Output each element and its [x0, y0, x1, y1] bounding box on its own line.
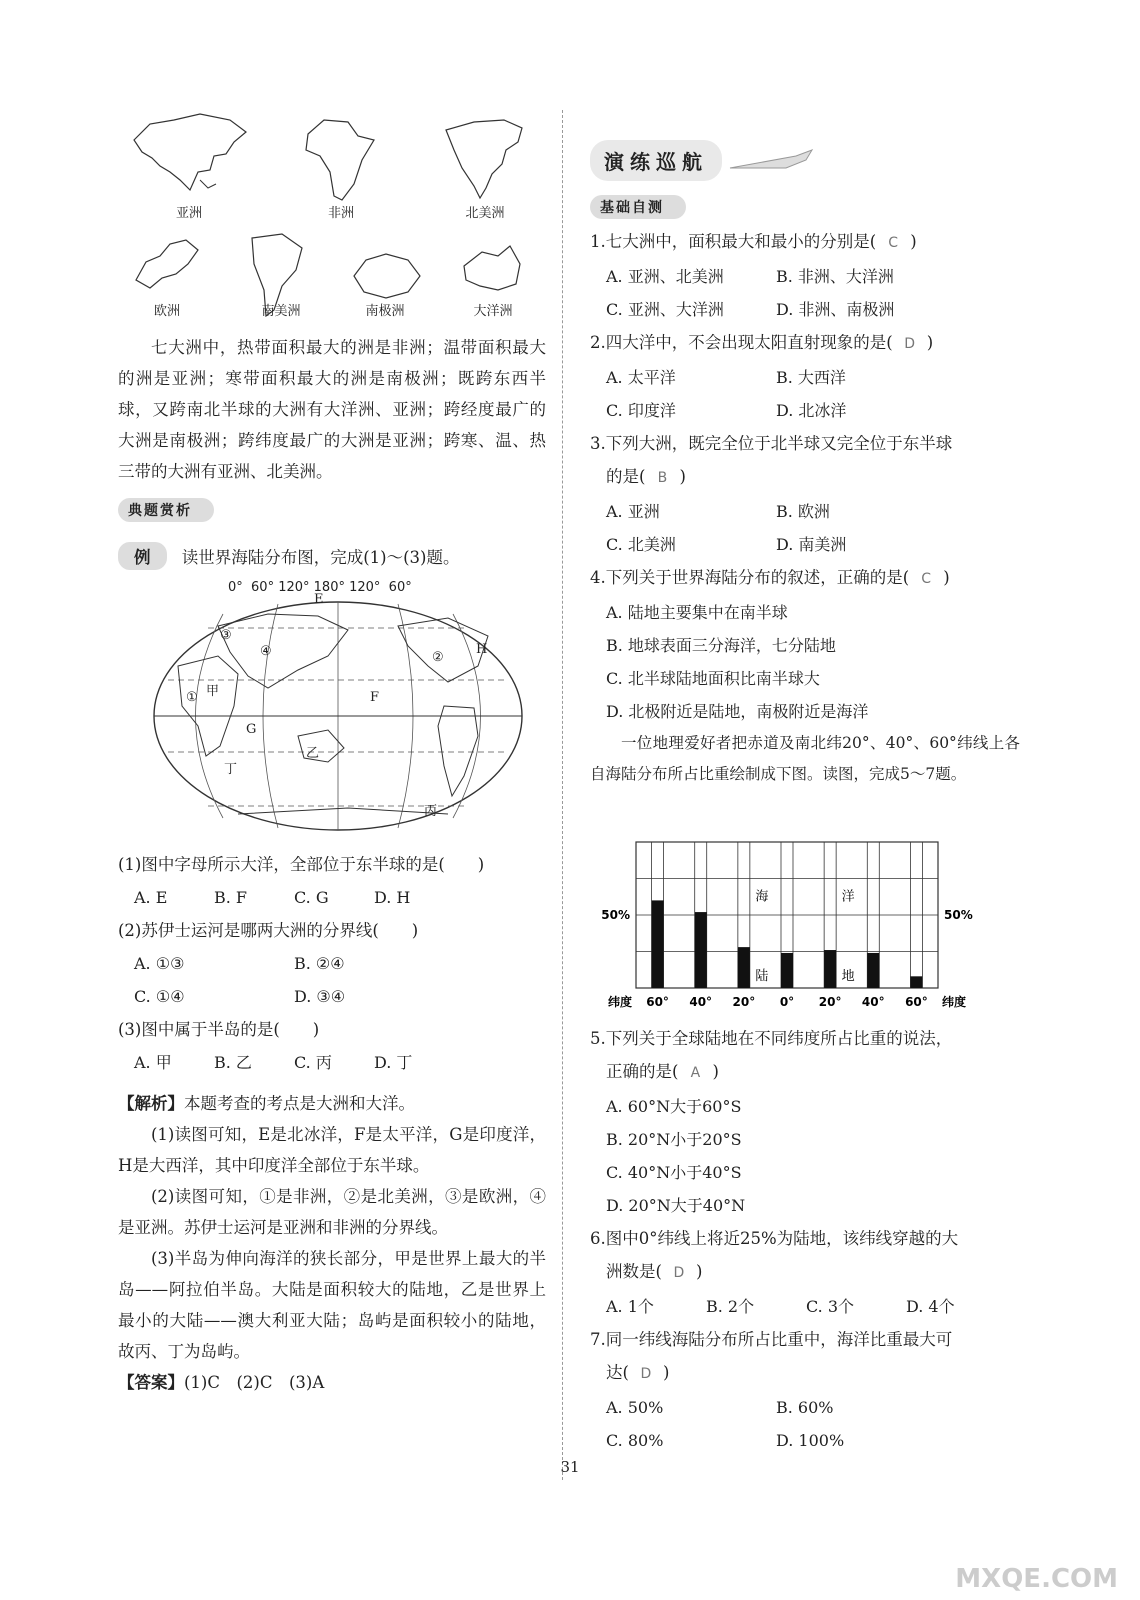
option: A. 陆地主要集中在南半球: [606, 603, 788, 622]
example-q1-options: [118, 881, 546, 914]
option: C. 80%: [606, 1431, 664, 1450]
lead-paragraph: 一位地理爱好者把赤道及南北纬20°、40°、60°纬线上各自海陆分布所占比重绘制成下图。读图，完成5～7题。: [590, 734, 1020, 783]
land-bar: [781, 953, 793, 988]
question-number: 2.: [590, 333, 606, 352]
question-number: 7.: [590, 1330, 606, 1349]
answer-mark: D: [904, 336, 916, 352]
option: D. 丁: [374, 1053, 413, 1072]
question-4: [590, 561, 1020, 596]
tick-label: 20°: [818, 995, 842, 1009]
airplane-icon: [726, 146, 816, 176]
q7-options-row1: [590, 1391, 1020, 1424]
analysis-p1: (1)读图可知，E是北冰洋，F是太平洋，G是印度洋，H是大西洋，其中印度洋全部位于东半球。: [118, 1125, 546, 1175]
land-bar: [652, 900, 664, 988]
bracket-close: ): [926, 333, 934, 352]
q3-options-row2: [590, 528, 1020, 561]
question-3-cont: [590, 460, 1020, 495]
continent-label-antarctica: 南极洲: [365, 304, 405, 319]
question-stem: 的是(: [606, 467, 646, 486]
land-sea-chart-svg: [598, 838, 998, 1022]
answer-label: 【答案】: [118, 1373, 184, 1392]
answer-mark: D: [673, 1265, 685, 1281]
bracket-close: ): [679, 467, 686, 486]
option: B. 地球表面三分海洋，七分陆地: [606, 636, 836, 655]
option: B. 大西洋: [776, 368, 846, 387]
question-number: 3.: [590, 434, 606, 453]
analysis-label: 【解析】: [118, 1094, 184, 1113]
q2-options-row1: [590, 361, 1020, 394]
question-6-cont: [590, 1255, 1020, 1290]
bracket-close: ): [695, 1262, 703, 1281]
intro-paragraph: 七大洲中，热带面积最大的洲是非洲；温带面积最大的洲是亚洲；寒带面积最大的洲是南极洲；既跨东西半球，又跨南北半球的大洲有大洋洲、亚洲；跨经度最广的大洲是南极洲；跨纬度最广的大洲是亚洲；跨寒、温、热三带的大洲有亚洲、北美洲。: [118, 338, 546, 481]
continent-label-oceania: 大洋洲: [473, 304, 513, 319]
bracket-close: ): [943, 568, 950, 587]
bracket-close: ): [712, 1062, 719, 1081]
watermark-logo: MXQE.COM: [955, 1564, 1118, 1594]
answer-mark: D: [640, 1366, 652, 1382]
x-axis-label-right: 纬度: [942, 995, 967, 1009]
continent-label-africa: 非洲: [327, 206, 354, 221]
analysis-block: [118, 1088, 546, 1398]
map-label-2: ②: [432, 650, 444, 665]
right-column-lower: [590, 1022, 1020, 1457]
continent-label-europe: 欧洲: [153, 304, 180, 319]
answer-text: (1)C (2)C (3)A: [184, 1373, 325, 1392]
answer-mark: C: [921, 571, 932, 587]
tick-label: 20°: [732, 995, 756, 1009]
option: D. H: [374, 888, 411, 907]
land-bar: [910, 976, 922, 988]
question-number: 6.: [590, 1229, 606, 1248]
question-number: 4.: [590, 568, 606, 587]
tick-label: 60°: [905, 995, 928, 1009]
continent-label-asia: 亚洲: [175, 206, 202, 221]
map-label-G: G: [246, 722, 257, 737]
question-stem: 七大洲中，面积最大和最小的分别是(: [605, 232, 877, 251]
option: D. ③④: [294, 987, 346, 1006]
question-stem: 下列关于全球陆地在不同纬度所占比重的说法，: [605, 1029, 953, 1048]
option: B. 20°N小于20°S: [606, 1130, 742, 1149]
example-q2: (2)苏伊士运河是哪两大洲的分界线( ): [118, 921, 419, 940]
option: C. ①④: [134, 987, 185, 1006]
option: B. ②④: [294, 954, 345, 973]
world-map: [148, 580, 528, 840]
option: A. 50%: [606, 1398, 664, 1417]
example-tag-label: 典题赏析: [118, 498, 214, 522]
question-stem: 图中0°纬线上将近25%为陆地，该纬线穿越的大: [605, 1229, 959, 1248]
question-stem: 四大洋中，不会出现太阳直射现象的是(: [605, 333, 893, 352]
question-number: 1.: [590, 232, 606, 251]
example-section-tag: [118, 498, 214, 522]
example-heading: [118, 542, 460, 570]
continent-label-north-america: 北美洲: [465, 206, 505, 221]
question-7: [590, 1323, 1020, 1356]
option: B. 60%: [776, 1398, 834, 1417]
land-bar: [738, 947, 750, 988]
question-stem: 洲数是(: [606, 1262, 662, 1281]
option: D. 4个: [906, 1297, 955, 1316]
option: A. 亚洲、北美洲: [606, 267, 724, 286]
tick-label: 60°: [646, 995, 669, 1009]
land-label: 地: [841, 969, 855, 984]
analysis-intro: [118, 1088, 546, 1119]
map-label-H: H: [476, 642, 488, 657]
analysis-p3: (3)半岛为伸向海洋的狭长部分，甲是世界上最大的半岛——阿拉伯半岛。大陆是面积较大的陆地，乙是世界上最小的大陆——澳大利亚大陆；岛屿是面积较小的陆地，故丙、丁为岛屿。: [118, 1249, 546, 1361]
q3-options-row1: [590, 495, 1020, 528]
questions-list: [590, 225, 1020, 790]
option: C. 40°N小于40°S: [606, 1163, 742, 1182]
question-stem: 正确的是(: [606, 1062, 679, 1081]
question-5-cont: [590, 1055, 1020, 1090]
option: A. 甲: [134, 1053, 172, 1072]
y-mark-right: 50%: [944, 908, 973, 922]
option: B. 2个: [706, 1297, 755, 1316]
example-q1: (1)图中字母所示大洋，全部位于东半球的是( ): [118, 855, 485, 874]
option: C. 3个: [806, 1297, 855, 1316]
answer-mark: C: [888, 235, 899, 251]
ocean-label: 洋: [841, 889, 855, 905]
bracket-close: ): [662, 1363, 670, 1382]
tick-label: 40°: [861, 995, 885, 1009]
option: B. 乙: [214, 1053, 252, 1072]
option: D. 20°N大于40°N: [606, 1196, 746, 1215]
basic-test-tag: 基础自测: [590, 195, 686, 219]
map-label-4: ④: [260, 644, 272, 659]
land-bar: [695, 912, 707, 988]
question-stem: 达(: [606, 1363, 629, 1382]
antarctica-outline-icon: [346, 246, 426, 306]
europe-outline-icon: [126, 230, 206, 300]
map-label-3: ③: [220, 628, 232, 643]
y-mark-left: 50%: [601, 908, 630, 922]
example-instruction: 读世界海陆分布图，完成(1)～(3)题。: [181, 548, 460, 567]
option: B. F: [214, 888, 248, 907]
question-1: [590, 225, 1020, 260]
option: C. G: [294, 888, 329, 907]
tick-label: 0°: [779, 995, 795, 1009]
world-map-svg: [148, 596, 528, 836]
example-q3: (3)图中属于半岛的是( ): [118, 1020, 320, 1039]
map-label-jia: 甲: [206, 684, 220, 699]
option: C. 丙: [294, 1053, 332, 1072]
q6-options: [590, 1290, 1020, 1323]
option: A. 太平洋: [606, 368, 676, 387]
asia-outline-icon: [130, 110, 250, 200]
analysis-p2: (2)读图可知，①是非洲，②是北美洲，③是欧洲，④是亚洲。苏伊士运河是亚洲和非洲的分界线。: [118, 1187, 546, 1237]
map-label-1: ①: [186, 690, 198, 705]
option: D. 北冰洋: [776, 401, 847, 420]
q7-options-row2: [590, 1424, 1020, 1457]
right-column: [590, 140, 1020, 790]
example-badge: 例: [118, 542, 167, 570]
question-2: [590, 326, 1020, 361]
question-stem: 下列关于世界海陆分布的叙述，正确的是(: [605, 568, 910, 587]
x-axis-label-left: 纬度: [607, 995, 632, 1009]
question-number: 5.: [590, 1029, 606, 1048]
analysis-text: 本题考查的考点是大洲和大洋。: [184, 1094, 415, 1113]
north-america-outline-icon: [440, 116, 530, 206]
answer-line: [118, 1367, 546, 1398]
map-label-yi: 乙: [306, 746, 320, 761]
bracket-close: ): [910, 232, 917, 251]
q1-options-row1: [590, 260, 1020, 293]
africa-outline-icon: [300, 114, 380, 204]
option: B. 非洲、大洋洲: [776, 267, 894, 286]
map-label-bing: 丙: [424, 804, 438, 819]
answer-mark: A: [690, 1065, 701, 1081]
q1-options-row2: [590, 293, 1020, 326]
option: A. E: [134, 888, 168, 907]
option: A. 亚洲: [606, 502, 660, 521]
q2-options-row2: [590, 394, 1020, 427]
land-sea-chart: [598, 838, 998, 1022]
option: D. 非洲、南极洲: [776, 300, 895, 319]
land-bar: [867, 953, 879, 988]
option: B. 欧洲: [776, 502, 830, 521]
question-5: [590, 1022, 1020, 1055]
map-label-ding: 丁: [224, 762, 238, 777]
option: D. 100%: [776, 1431, 845, 1450]
oceania-outline-icon: [458, 236, 538, 306]
option: C. 北美洲: [606, 535, 676, 554]
question-stem: 同一纬线海陆分布所占比重中，海洋比重最大可: [605, 1330, 953, 1349]
example-questions: [118, 848, 546, 1079]
column-divider: [562, 110, 563, 1480]
practice-title-text: 演练巡航: [590, 140, 722, 181]
option: C. 印度洋: [606, 401, 676, 420]
map-label-E: E: [314, 592, 324, 607]
question-6: [590, 1222, 1020, 1255]
example-q2-options-2: [118, 980, 546, 1013]
option: D. 南美洲: [776, 535, 847, 554]
option: C. 亚洲、大洋洲: [606, 300, 724, 319]
example-q3-options: [118, 1046, 546, 1079]
continent-label-south-america: 南美洲: [261, 304, 301, 319]
option: A. 1个: [606, 1297, 654, 1316]
question-stem: 下列大洲，既完全位于北半球又完全位于东半球: [605, 434, 953, 453]
tick-label: 40°: [689, 995, 713, 1009]
option: C. 北半球陆地面积比南半球大: [606, 669, 820, 688]
answer-mark: B: [657, 470, 668, 486]
question-3: [590, 427, 1020, 460]
basic-test-section: [590, 195, 1020, 219]
option: A. 60°N大于60°S: [606, 1097, 742, 1116]
option: D. 北极附近是陆地，南极附近是海洋: [606, 702, 869, 721]
land-bar: [824, 950, 836, 988]
example-q2-options-1: [118, 947, 546, 980]
land-label: 陆: [755, 969, 769, 984]
page-number: 31: [560, 1458, 580, 1476]
practice-title: [590, 140, 1020, 181]
option: A. ①③: [134, 954, 185, 973]
ocean-label: 海: [755, 889, 769, 905]
map-top-labels: 0° 60° 120° 180° 120° 60°: [228, 580, 412, 595]
map-label-F: F: [370, 690, 380, 705]
question-7-cont: [590, 1356, 1020, 1391]
